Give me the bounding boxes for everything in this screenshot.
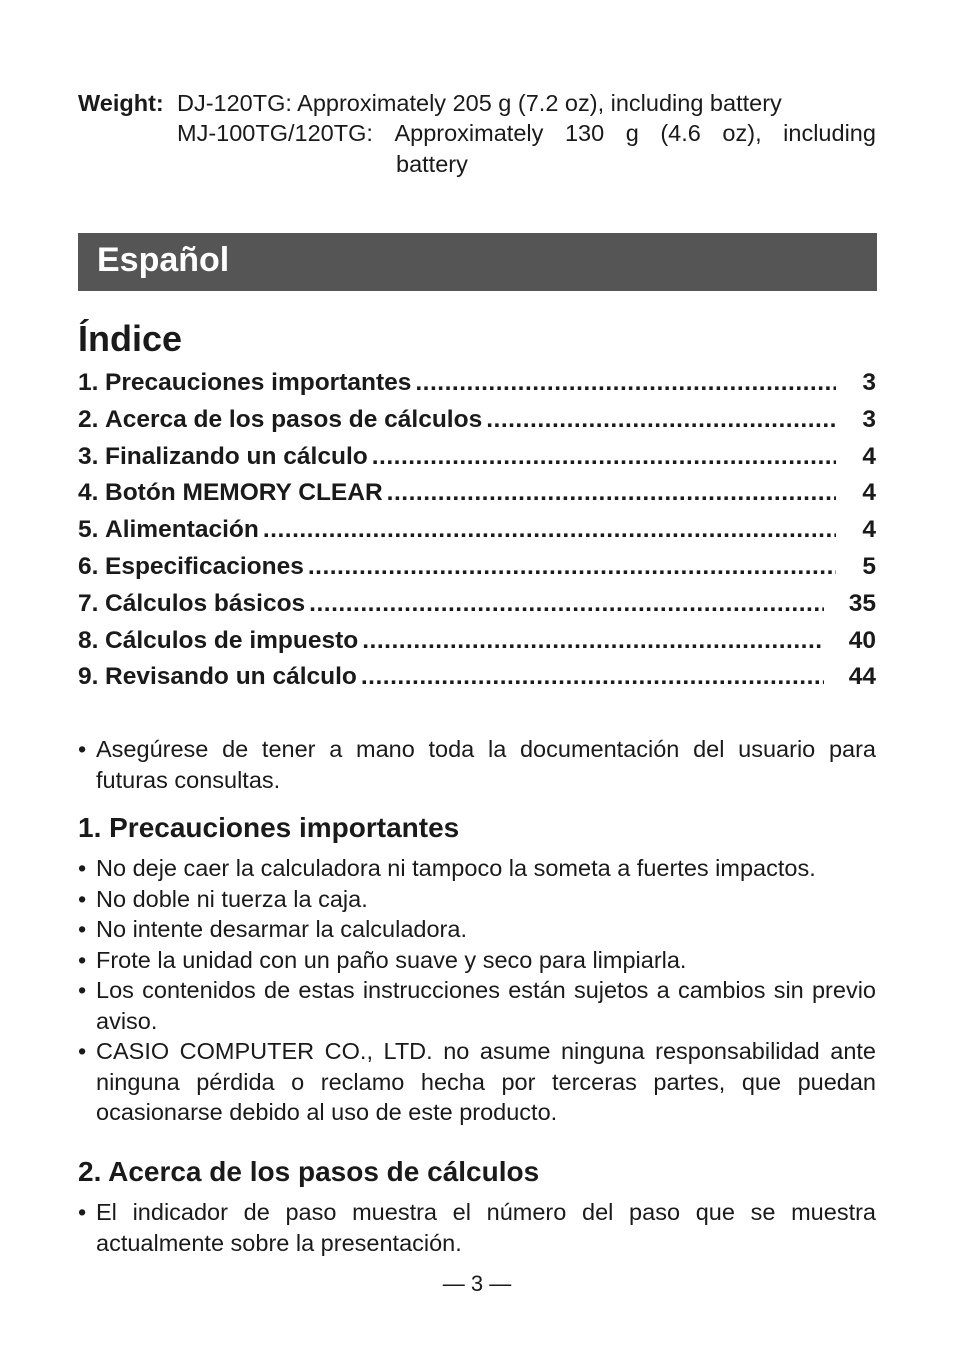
toc-entry-number: 7. [78,589,99,617]
weight-word: including [783,120,876,146]
bullet-icon: • [78,1038,87,1064]
list-item [78,1036,876,1128]
weight-word: MJ-100TG/120TG: [177,120,373,146]
list-item-text: CASIO COMPUTER CO., LTD. no asume ninguna responsabilidad ante ninguna pérdida o reclamo hecha por terceras partes, que puedan ocasionarse debido al uso de este producto. [96,1038,876,1125]
list-item [78,914,876,945]
toc-entry-page: 4 [862,479,876,507]
toc-entry-number: 1. [78,369,99,396]
weight-word: g [625,120,639,146]
toc-entry-page: 5 [862,552,876,580]
toc-entry-title: Acerca de los pasos de cálculos [105,405,483,433]
list-item-text: Los contenidos de estas instrucciones están sujetos a cambios sin previo aviso. [96,977,876,1034]
weight-line-1: DJ-120TG: Approximately 205 g (7.2 oz), including battery [177,90,782,116]
list-item [78,734,876,795]
toc-entry-page: 40 [848,626,876,654]
toc-leader-dots [362,627,824,655]
toc-entry [78,443,876,480]
bullet-icon: • [78,977,87,1003]
list-item-text: Frote la unidad con un paño suave y seco para limpiarla. [96,946,687,973]
weight-word: Approximately [394,120,544,146]
weight-word: (4.6 [660,120,701,146]
list-item [78,975,876,1036]
toc-entry-number: 8. [78,626,99,654]
bullet-icon: • [78,1199,87,1225]
toc-entry [78,590,876,627]
toc-leader-dots [486,406,836,434]
weight-line-3: battery [396,151,468,177]
toc-leader-dots [309,590,824,618]
list-item-text: El indicador de paso muestra el número del paso que se muestra actualmente sobre la presentación. [96,1199,876,1256]
list-item [78,945,876,976]
list-item-text: No intente desarmar la calculadora. [96,916,467,942]
list-item [78,884,876,915]
toc-leader-dots [415,369,836,397]
bullet-icon: • [78,855,87,881]
toc-entry-number: 3. [78,442,99,470]
toc-leader-dots [308,553,836,581]
list-item-text: No doble ni tuerza la caja. [96,885,368,912]
toc-entry [78,663,876,700]
toc-entry [78,627,876,664]
section-2-list [78,1197,876,1258]
toc-entry-title: Botón MEMORY CLEAR [105,479,383,507]
bullet-icon: • [78,916,87,942]
toc-leader-dots [361,663,824,691]
toc-entry [78,479,876,516]
toc-entry-number: 2. [78,405,99,433]
index-title: Índice [78,318,183,359]
toc-entry-page: 4 [862,516,876,544]
toc-entry-number: 9. [78,663,99,691]
list-item [78,1197,876,1258]
toc-leader-dots [387,479,836,507]
toc-entry-title: Revisando un cálculo [105,663,357,691]
section-1-list [78,853,876,1128]
toc-entry-title: Finalizando un cálculo [105,442,368,470]
toc-leader-dots [263,516,836,544]
section-2-title: 2. Acerca de los pasos de cálculos [78,1156,540,1187]
toc-entry [78,369,876,406]
weight-word: oz), [722,120,762,146]
toc-entry-page: 35 [848,589,876,617]
list-item [78,853,876,884]
weight-word: 130 [564,120,605,146]
toc-entry [78,516,876,553]
toc-entry-page: 3 [862,369,876,396]
toc-entry-page: 3 [862,405,876,433]
toc-entry-number: 5. [78,516,99,544]
toc-entry-page: 44 [848,663,876,691]
bullet-icon: • [78,736,87,762]
toc-entry-title: Especificaciones [105,552,304,580]
table-of-contents [78,369,876,700]
language-banner-label: Español [97,241,230,279]
bullet-icon: • [78,946,87,973]
toc-entry-title: Cálculos básicos [105,589,306,617]
page-number: — 3 — [442,1271,512,1296]
toc-entry-number: 6. [78,552,99,580]
toc-entry-title: Alimentación [105,516,259,544]
intro-note-list [78,734,876,795]
toc-leader-dots [372,443,836,471]
toc-entry-title: Cálculos de impuesto [105,626,359,654]
toc-entry-page: 4 [862,442,876,470]
list-item-text: Asegúrese de tener a mano toda la documentación del usuario para futuras consultas. [96,736,876,793]
weight-line-2 [177,118,876,149]
bullet-icon: • [78,885,87,912]
toc-entry-title: Precauciones importantes [105,369,412,396]
toc-entry-number: 4. [78,479,99,507]
list-item-text: No deje caer la calculadora ni tampoco la someta a fuertes impactos. [96,855,816,881]
language-banner [78,233,877,291]
weight-label: Weight: [78,90,164,116]
toc-entry [78,553,876,590]
section-1-title: 1. Precauciones importantes [78,812,460,843]
toc-entry [78,406,876,443]
